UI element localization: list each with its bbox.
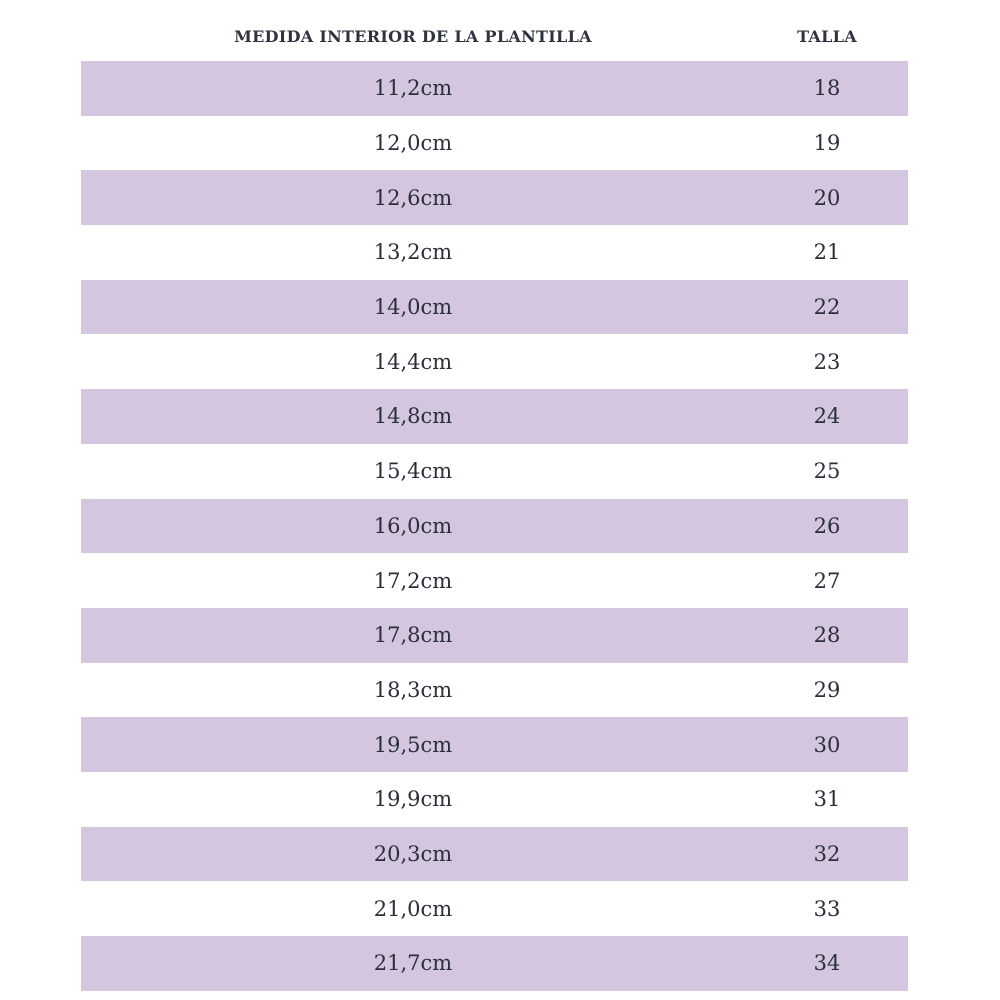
insole-measure-cell: 16,0cm: [373, 513, 453, 538]
size-cell: 32: [813, 841, 841, 866]
insole-measure-cell: 21,7cm: [373, 951, 453, 976]
table-row: [81, 827, 908, 882]
insole-measure-cell: 19,9cm: [373, 787, 453, 812]
insole-measure-cell: 17,2cm: [373, 568, 453, 593]
insole-measure-cell: 18,3cm: [373, 677, 453, 702]
insole-measure-cell: 14,8cm: [373, 404, 453, 429]
size-cell: 26: [813, 513, 841, 538]
table-row: [81, 61, 908, 116]
insole-measure-cell: 19,5cm: [373, 732, 453, 757]
header-size: TALLA: [797, 27, 857, 46]
insole-measure-cell: 12,6cm: [373, 185, 453, 210]
table-row: [81, 170, 908, 225]
table-header-row: [81, 0, 908, 61]
table-row: [81, 553, 908, 608]
table-row: [81, 280, 908, 335]
table-row: [81, 499, 908, 554]
size-cell: 18: [813, 76, 841, 101]
table-row: [81, 936, 908, 991]
table-row: [81, 389, 908, 444]
insole-measure-cell: 13,2cm: [373, 240, 453, 265]
insole-measure-cell: 15,4cm: [373, 459, 453, 484]
insole-measure-cell: 14,4cm: [373, 349, 453, 374]
size-cell: 29: [813, 677, 841, 702]
insole-measure-cell: 14,0cm: [373, 295, 453, 320]
size-chart-table: [81, 0, 908, 976]
size-cell: 33: [813, 896, 841, 921]
table-row: [81, 881, 908, 936]
table-row: [81, 444, 908, 499]
size-cell: 25: [813, 459, 841, 484]
table-row: [81, 334, 908, 389]
size-cell: 31: [813, 787, 841, 812]
size-cell: 21: [813, 240, 841, 265]
size-cell: 28: [813, 623, 841, 648]
size-cell: 20: [813, 185, 841, 210]
insole-measure-cell: 12,0cm: [373, 131, 453, 156]
table-row: [81, 116, 908, 171]
size-cell: 34: [813, 951, 841, 976]
insole-measure-cell: 20,3cm: [373, 841, 453, 866]
table-row: [81, 717, 908, 772]
size-cell: 30: [813, 732, 841, 757]
table-row: [81, 225, 908, 280]
size-cell: 19: [813, 131, 841, 156]
header-insole-measure: MEDIDA INTERIOR DE LA PLANTILLA: [234, 27, 592, 46]
size-cell: 24: [813, 404, 841, 429]
table-body: [81, 61, 908, 991]
size-cell: 22: [813, 295, 841, 320]
insole-measure-cell: 11,2cm: [373, 76, 453, 101]
insole-measure-cell: 21,0cm: [373, 896, 453, 921]
size-cell: 23: [813, 349, 841, 374]
size-cell: 27: [813, 568, 841, 593]
table-row: [81, 608, 908, 663]
insole-measure-cell: 17,8cm: [373, 623, 453, 648]
table-row: [81, 663, 908, 718]
table-row: [81, 772, 908, 827]
